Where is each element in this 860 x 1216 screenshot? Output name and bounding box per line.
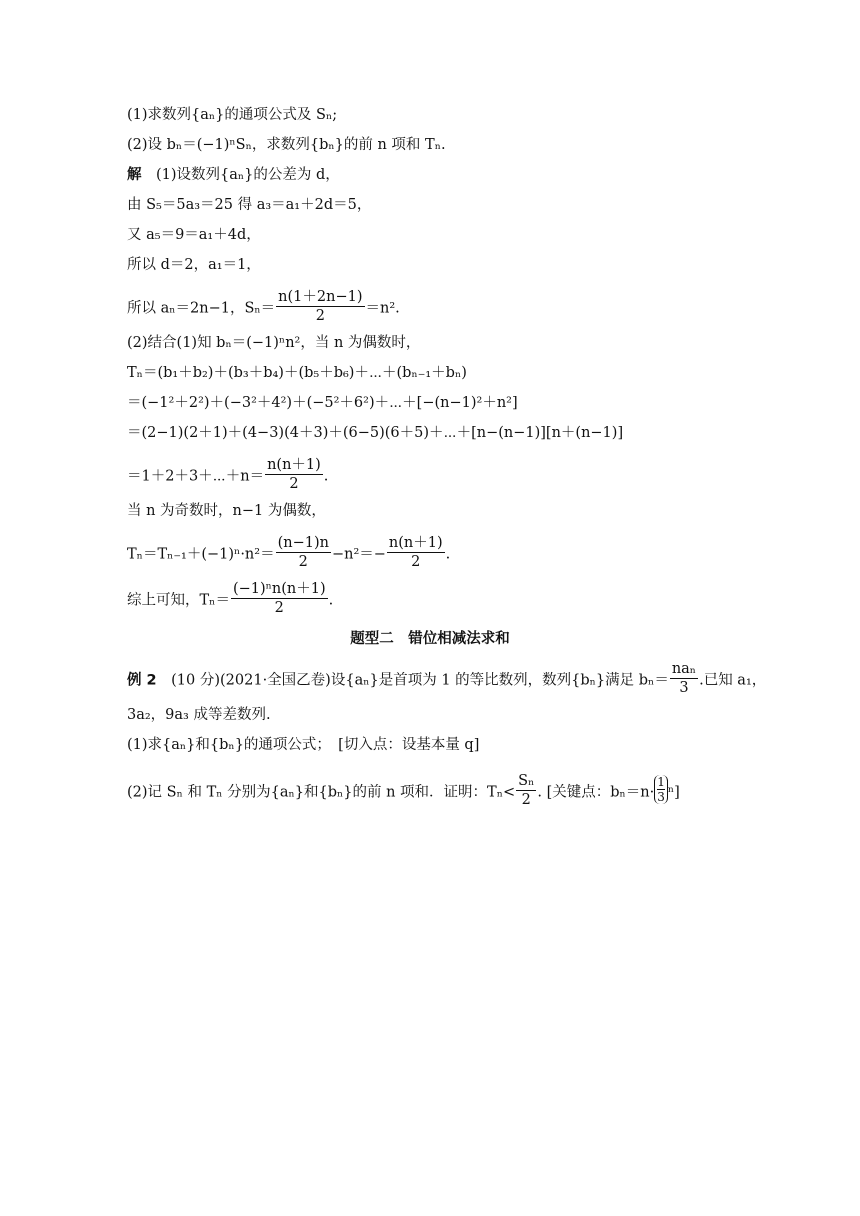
text-segment: −n²＝− bbox=[331, 546, 386, 563]
numerator: 1 bbox=[657, 775, 665, 789]
denominator: 2 bbox=[289, 476, 299, 492]
text-segment: . bbox=[323, 468, 329, 485]
section-heading: 题型二 错位相减法求和 bbox=[350, 631, 510, 647]
fraction bbox=[276, 288, 364, 325]
denominator: 3 bbox=[657, 790, 665, 804]
numerator: naₙ bbox=[671, 661, 697, 677]
text-segment: .已知 a₁， bbox=[699, 672, 767, 689]
solution-text: (1)设数列{aₙ}的公差为 d， bbox=[156, 167, 340, 183]
example-line-1 bbox=[127, 662, 766, 699]
solution-line-3: 又 a₅＝9＝a₁＋4d， bbox=[127, 227, 261, 243]
denominator: 2 bbox=[274, 600, 284, 616]
solution-line-1 bbox=[127, 164, 340, 186]
numerator: n(n＋1) bbox=[388, 535, 443, 551]
text-segment: 综上可知，Tₙ＝ bbox=[127, 592, 230, 609]
solution-label: 解 bbox=[127, 167, 142, 183]
question-part-1: (1)求数列{aₙ}的通项公式及 Sₙ; bbox=[127, 107, 338, 123]
numerator: (n−1)n bbox=[277, 535, 329, 551]
text-segment: ⁿ] bbox=[667, 784, 680, 801]
example-question-2 bbox=[127, 774, 680, 811]
fraction bbox=[670, 660, 698, 697]
text-segment: . bbox=[445, 546, 451, 563]
solution-line-9: ＝(2−1)(2＋1)＋(4−3)(4＋3)＋(6−5)(6＋5)＋⋯＋[n−(n−1)][n＋(n−1)] bbox=[127, 425, 624, 441]
text-segment: ＝1＋2＋3＋⋯＋n＝ bbox=[127, 468, 265, 485]
denominator: 2 bbox=[315, 308, 325, 324]
solution-line-8: ＝(−1²＋2²)＋(−3²＋4²)＋(−5²＋6²)＋⋯＋[−(n−1)²＋n²] bbox=[127, 395, 518, 411]
fraction bbox=[231, 580, 328, 617]
solution-line-6: (2)结合(1)知 bₙ＝(−1)ⁿn²，当 n 为偶数时， bbox=[127, 335, 421, 351]
text-segment: . bbox=[328, 592, 334, 609]
text-segment: . [关键点：bₙ＝n· bbox=[537, 784, 655, 801]
fraction bbox=[265, 456, 323, 493]
example-label: 例 2 bbox=[127, 672, 157, 689]
solution-line-10 bbox=[127, 458, 328, 495]
denominator: 2 bbox=[298, 554, 308, 570]
fraction bbox=[276, 534, 331, 571]
example-question-1: (1)求{aₙ}和{bₙ}的通项公式； [切入点：设基本量 q] bbox=[127, 737, 480, 753]
text-segment: (2)记 Sₙ 和 Tₙ 分别为{aₙ}和{bₙ}的前 n 项和．证明：Tₙ< bbox=[127, 784, 516, 801]
example-line-2: 3a₂，9a₃ 成等差数列. bbox=[127, 707, 271, 723]
solution-line-4: 所以 d＝2，a₁＝1， bbox=[127, 257, 261, 273]
text-segment: Tₙ＝Tₙ₋₁＋(−1)ⁿ·n²＝ bbox=[127, 546, 275, 563]
denominator: 2 bbox=[411, 554, 421, 570]
solution-line-13 bbox=[127, 582, 333, 619]
solution-line-5 bbox=[127, 290, 400, 327]
parenthesized-fraction bbox=[654, 775, 668, 804]
solution-line-11: 当 n 为奇数时，n−1 为偶数， bbox=[127, 503, 326, 519]
solution-line-12 bbox=[127, 536, 450, 573]
denominator: 2 bbox=[521, 792, 531, 808]
solution-line-2: 由 S₅＝5a₃＝25 得 a₃＝a₁＋2d＝5， bbox=[127, 197, 372, 213]
text-segment: 所以 aₙ＝2n−1，Sₙ＝ bbox=[127, 300, 276, 317]
text-segment: ＝n². bbox=[365, 300, 400, 317]
solution-line-7: Tₙ＝(b₁＋b₂)＋(b₃＋b₄)＋(b₅＋b₆)＋⋯＋(bₙ₋₁＋bₙ) bbox=[127, 365, 467, 381]
fraction bbox=[516, 772, 536, 809]
fraction bbox=[387, 534, 445, 571]
numerator: (−1)ⁿn(n＋1) bbox=[232, 581, 326, 597]
question-part-2: (2)设 bₙ＝(−1)ⁿSₙ，求数列{bₙ}的前 n 项和 Tₙ. bbox=[127, 137, 446, 153]
text-segment: (10 分)(2021·全国乙卷)设{aₙ}是首项为 1 的等比数列，数列{bₙ}满足 bₙ＝ bbox=[156, 672, 669, 689]
numerator: n(n＋1) bbox=[267, 457, 321, 473]
denominator: 3 bbox=[679, 680, 689, 696]
numerator: n(1＋2n−1) bbox=[278, 289, 363, 305]
numerator: Sₙ bbox=[518, 773, 535, 789]
